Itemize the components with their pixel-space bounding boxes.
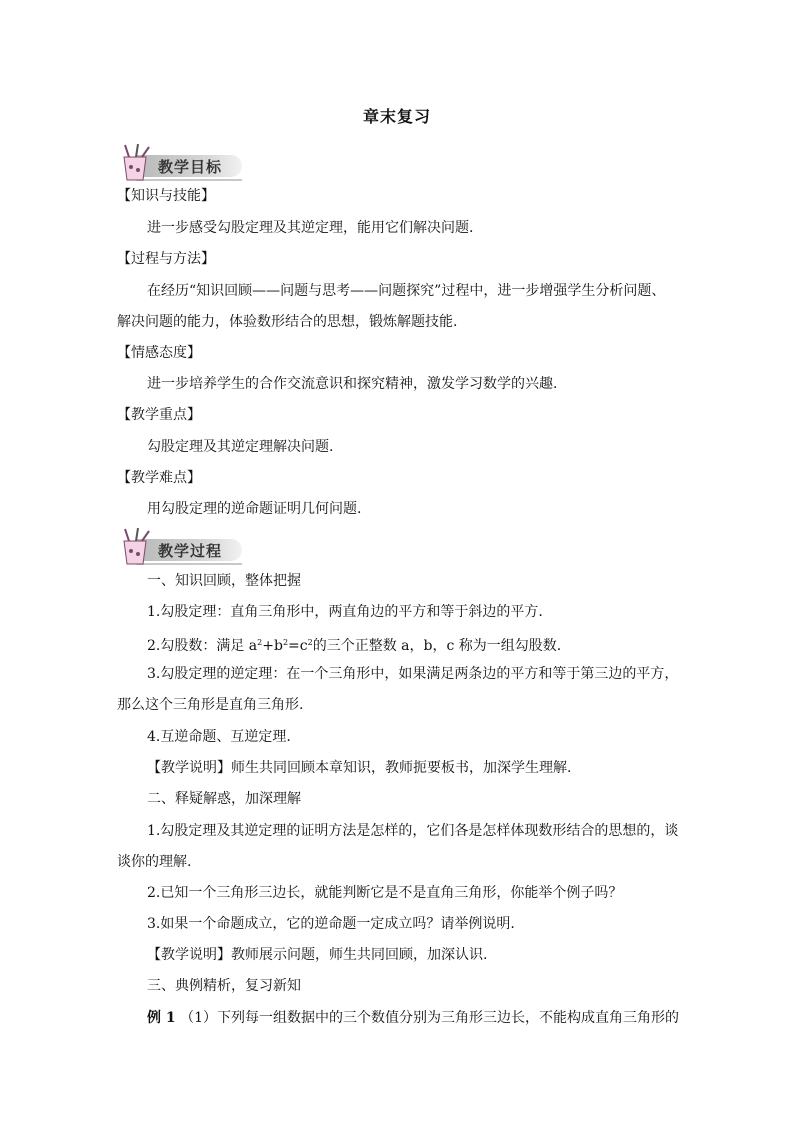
heading-review: 一、知识回顾，整体把握 xyxy=(147,573,301,589)
text-process-method-2: 解决问题的能力，体验数形结合的思想，锻炼解题技能. xyxy=(117,314,458,330)
heading-clarify: 二、释疑解惑，加深理解 xyxy=(147,791,301,807)
item-pythagorean-theorem: 1.勾股定理：直角三角形中，两直角边的平方和等于斜边的平方. xyxy=(147,604,543,620)
item-converse-theorem-1: 3.勾股定理的逆定理：在一个三角形中，如果满足两条边的平方和等于第三边的平方， xyxy=(147,666,679,682)
text-teaching-focus: 勾股定理及其逆定理解决问题. xyxy=(147,439,334,455)
item-converse-theorem-2: 那么这个三角形是直角三角形. xyxy=(117,697,304,713)
teaching-note-1: 【教学说明】师生共同回顾本章知识，教师扼要板书，加深学生理解. xyxy=(147,760,572,776)
heading-teaching-difficulty: 【教学难点】 xyxy=(117,470,201,486)
question-1-line-1: 1.勾股定理及其逆定理的证明方法是怎样的，它们各是怎样体现数形结合的思想的，谈 xyxy=(147,823,679,839)
section-banner-goals xyxy=(116,143,244,183)
text-emotion-attitude: 进一步培养学生的合作交流意识和探究精神，激发学习数学的兴趣. xyxy=(147,376,558,392)
item-pythagorean-triples: 2.勾股数：满足 $a^2+b^2=c^2$的三个正整数 a，b，c 称为一组勾股数. xyxy=(147,638,562,654)
section-banner-process xyxy=(116,527,244,567)
item-converse-propositions: 4.互逆命题、互逆定理. xyxy=(147,729,291,745)
pencil-cup-icon xyxy=(116,143,156,183)
heading-teaching-focus: 【教学重点】 xyxy=(117,407,201,423)
page-title: 章末复习 xyxy=(362,107,431,126)
example-1 xyxy=(147,1007,679,1029)
pencil-cup-icon xyxy=(116,527,156,567)
banner-label-goals: 教学目标 xyxy=(158,158,223,176)
text-knowledge-skills: 进一步感受勾股定理及其逆定理，能用它们解决问题. xyxy=(147,220,474,236)
example-1-label: 例 1 xyxy=(147,1010,176,1026)
banner-label-process: 教学过程 xyxy=(158,542,223,560)
question-1-line-2: 谈你的理解. xyxy=(117,854,192,870)
question-3: 3.如果一个命题成立，它的逆命题一定成立吗？请举例说明. xyxy=(147,916,515,932)
question-2: 2.已知一个三角形三边长，就能判断它是不是直角三角形，你能举个例子吗？ xyxy=(147,885,623,901)
example-1-text: （1）下列每一组数据中的三个数值分别为三角形三边长，不能构成直角三角形的 xyxy=(180,1010,679,1026)
heading-emotion-attitude: 【情感态度】 xyxy=(117,345,201,361)
text-teaching-difficulty: 用勾股定理的逆命题证明几何问题. xyxy=(147,501,362,517)
text-process-method-1: 在经历“知识回顾——问题与思考——问题探究”过程中，进一步增强学生分析问题、 xyxy=(147,283,666,299)
heading-process-method: 【过程与方法】 xyxy=(117,251,215,267)
heading-examples: 三、典例精析，复习新知 xyxy=(147,978,301,994)
teaching-note-2: 【教学说明】教师展示问题，师生共同回顾，加深认识. xyxy=(147,947,488,963)
heading-knowledge-skills: 【知识与技能】 xyxy=(117,188,215,204)
